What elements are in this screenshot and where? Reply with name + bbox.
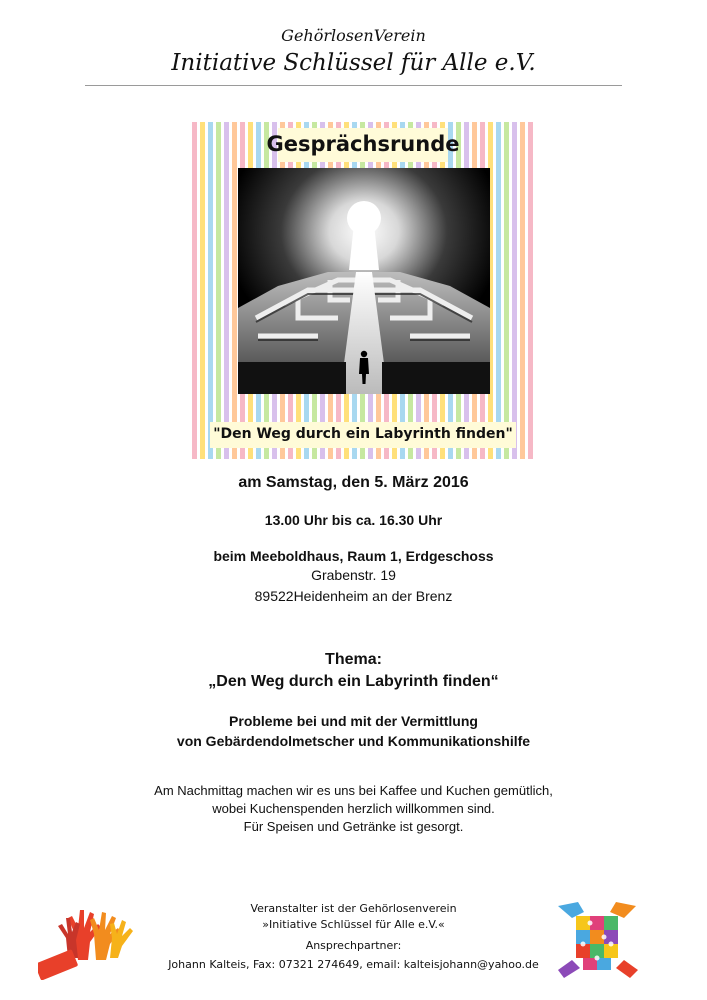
demo-stamp xyxy=(38,949,78,980)
footer-organizer-name: »Initiative Schlüssel für Alle e.V.« xyxy=(262,918,445,931)
event-date: am Samstag, den 5. März 2016 xyxy=(238,474,469,491)
event-time: 13.00 Uhr bis ca. 16.30 Uhr xyxy=(264,512,443,528)
event-street: Grabenstr. 19 xyxy=(311,567,396,583)
header-divider xyxy=(85,85,622,86)
event-poster xyxy=(192,122,534,459)
poster-title: Gesprächsrunde xyxy=(266,132,460,156)
keyhole-labyrinth-image xyxy=(238,168,490,394)
footer-organizer: Veranstalter ist der Gehörlosenverein xyxy=(250,902,457,915)
topic-title: „Den Weg durch ein Labyrinth finden“ xyxy=(208,673,499,690)
poster-frame xyxy=(192,122,534,459)
event-venue: beim Meeboldhaus, Raum 1, Erdgeschoss xyxy=(213,548,494,564)
event-city: 89522Heidenheim an der Brenz xyxy=(254,588,453,604)
topic-label: Thema: xyxy=(325,651,382,668)
note-line-1: Am Nachmittag machen wir es uns bei Kaffee und Kuchen gemütlich, xyxy=(154,783,553,798)
topic-line-2: von Gebärdendolmetscher und Kommunikationshilfe xyxy=(176,733,531,749)
note-line-2: wobei Kuchenspenden herzlich willkommen sind. xyxy=(212,801,495,816)
topic-line-1: Probleme bei und mit der Vermittlung xyxy=(229,713,478,729)
org-name-small: GehörlosenVerein xyxy=(281,26,426,45)
note-line-3: Für Speisen und Getränke ist gesorgt. xyxy=(243,819,464,834)
colorful-hands-logo xyxy=(38,898,142,980)
puzzle-people-logo xyxy=(554,898,640,982)
footer-contact-label: Ansprechpartner: xyxy=(305,939,402,952)
poster-subtitle: "Den Weg durch ein Labyrinth finden" xyxy=(213,426,513,442)
footer-contact-details: Johann Kalteis, Fax: 07321 274649, email: kalteisjohann@yahoo.de xyxy=(168,958,539,971)
org-name-large: Initiative Schlüssel für Alle e.V. xyxy=(171,50,536,76)
